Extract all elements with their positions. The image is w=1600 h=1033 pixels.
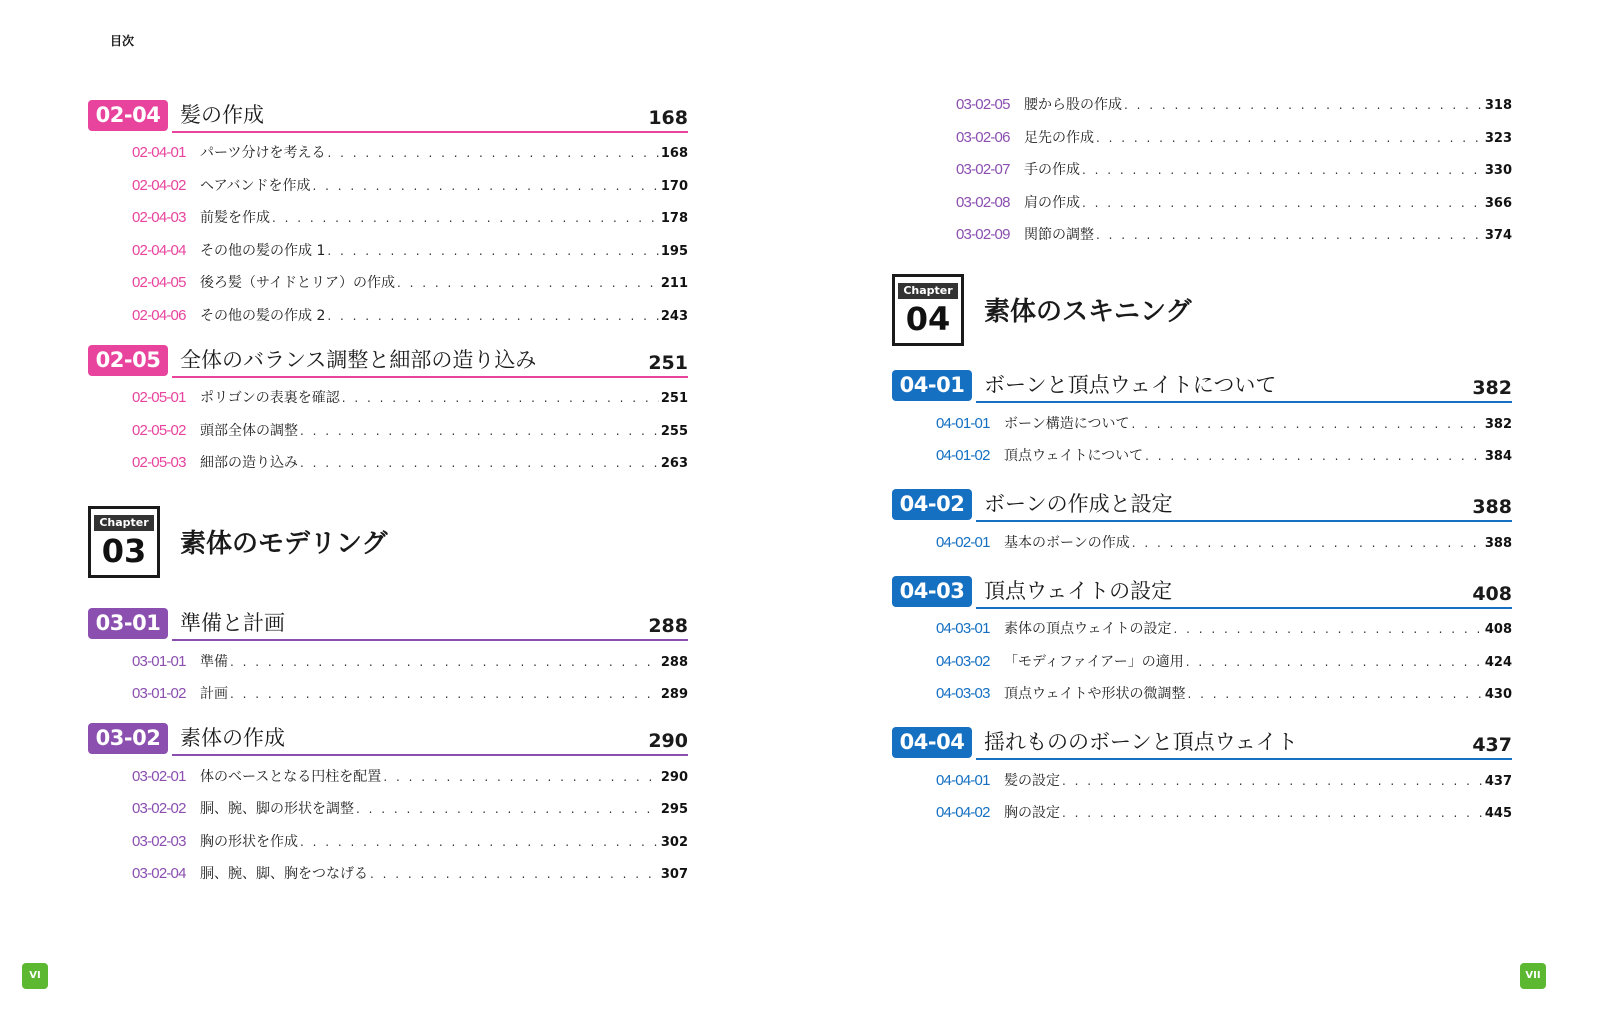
item-page-number: 424	[1484, 654, 1512, 670]
chapter-title: 素体のモデリング	[180, 529, 388, 559]
item-page-number: 178	[660, 211, 688, 226]
toc-item[interactable]	[936, 770, 1512, 803]
item-page-number: 243	[660, 308, 688, 324]
toc-item[interactable]	[132, 766, 688, 799]
item-number: 02-04-01	[132, 144, 186, 161]
item-page-number: 408	[1484, 622, 1512, 637]
chapter-number: 04	[905, 299, 951, 338]
chapter-number-box	[892, 274, 964, 346]
item-title: 胸の形状を作成	[200, 833, 298, 850]
section-number-badge: 02-05	[88, 345, 168, 376]
section-number-badge: 04-04	[892, 727, 972, 758]
section-items	[132, 387, 688, 485]
section-title-rule	[172, 606, 688, 641]
dot-leader	[1173, 622, 1482, 636]
section-title-rule	[172, 343, 688, 378]
item-title: 前髪を作成	[200, 210, 270, 226]
item-page-number: 288	[660, 654, 688, 670]
toc-item[interactable]	[956, 224, 1512, 257]
toc-item[interactable]	[956, 192, 1512, 225]
item-number: 04-03-02	[936, 652, 990, 670]
item-number: 04-04-02	[936, 804, 990, 821]
left-page-toc	[88, 98, 688, 896]
item-number: 04-01-01	[936, 414, 990, 432]
section-title-rule	[976, 368, 1512, 403]
item-title: 頂点ウェイトや形状の微調整	[1004, 686, 1186, 702]
section-items	[132, 142, 688, 337]
section-title: ボーンと頂点ウェイトについて	[984, 373, 1277, 397]
toc-item[interactable]	[132, 651, 688, 684]
item-title: 頭部全体の調整	[200, 422, 298, 439]
toc-item[interactable]	[132, 683, 688, 716]
sections-chapter-03	[88, 607, 688, 896]
toc-section	[88, 607, 688, 716]
section-title: 揺れもののボーンと頂点ウェイト	[984, 730, 1298, 754]
section-heading[interactable]	[88, 722, 688, 756]
item-page-number: 263	[660, 456, 688, 471]
toc-section	[892, 574, 1512, 716]
toc-section	[892, 726, 1512, 835]
dot-leader	[327, 244, 659, 258]
dot-leader	[397, 276, 659, 290]
toc-item[interactable]	[936, 683, 1512, 716]
item-page-number: 382	[1484, 416, 1512, 432]
item-number: 03-02-04	[132, 865, 186, 882]
right-page-toc	[899, 96, 1512, 835]
dot-leader	[327, 146, 658, 160]
item-number: 02-04-06	[132, 306, 186, 324]
dot-leader	[1082, 163, 1483, 177]
dot-leader	[300, 456, 659, 470]
toc-item[interactable]	[132, 798, 688, 831]
toc-item[interactable]	[132, 387, 688, 420]
sections-chapter-02	[88, 98, 688, 485]
item-page-number: 437	[1484, 773, 1512, 789]
item-title: 胴、腕、脚、胸をつなげる	[200, 866, 368, 882]
section-number-badge: 04-02	[892, 489, 972, 520]
section-title-rule	[976, 487, 1512, 522]
section-number-badge: 02-04	[88, 100, 168, 131]
dot-leader	[272, 211, 659, 225]
toc-item[interactable]	[132, 305, 688, 338]
item-page-number: 445	[1484, 806, 1512, 821]
item-page-number: 295	[660, 802, 688, 817]
chapter-label: Chapter	[94, 515, 153, 531]
toc-item[interactable]	[936, 532, 1512, 565]
item-page-number: 195	[660, 243, 688, 259]
toc-item[interactable]	[956, 127, 1512, 160]
item-number: 04-03-03	[936, 685, 990, 702]
item-number: 03-02-01	[132, 767, 186, 785]
item-number: 02-04-02	[132, 176, 186, 194]
item-page-number: 170	[660, 178, 688, 194]
section-number-badge: 04-03	[892, 576, 972, 607]
item-page-number: 430	[1484, 687, 1512, 702]
item-page-number: 388	[1484, 535, 1512, 551]
item-title: その他の髪の作成 1	[200, 242, 326, 259]
section-title-rule	[172, 98, 688, 133]
item-number: 02-04-03	[132, 209, 186, 226]
section-page-number: 168	[648, 106, 688, 129]
dot-leader	[230, 687, 659, 701]
item-title: 頂点ウェイトについて	[1004, 448, 1144, 464]
dot-leader	[1096, 131, 1483, 145]
section-heading[interactable]	[88, 98, 688, 132]
section-items	[936, 413, 1512, 478]
dot-leader	[1124, 98, 1483, 112]
dot-leader	[327, 309, 659, 323]
section-page-number: 408	[1472, 582, 1512, 605]
section-heading[interactable]	[88, 343, 688, 377]
toc-section	[892, 488, 1512, 565]
chapter-heading	[88, 503, 688, 581]
section-title: ボーンの作成と設定	[984, 492, 1173, 516]
section-title: 全体のバランス調整と細部の造り込み	[180, 347, 537, 372]
section-number-badge: 04-01	[892, 370, 972, 401]
item-title: 準備	[200, 653, 228, 670]
item-page-number: 307	[660, 867, 688, 882]
toc-item[interactable]	[132, 240, 688, 273]
item-page-number: 168	[660, 146, 688, 161]
item-number: 03-02-02	[132, 800, 186, 817]
toc-section	[88, 343, 688, 485]
section-page-number: 290	[648, 730, 688, 752]
toc-item[interactable]	[132, 831, 688, 864]
item-page-number: 211	[660, 276, 688, 291]
item-page-number: 330	[1484, 163, 1512, 178]
item-page-number: 366	[1484, 195, 1512, 211]
item-number: 02-05-03	[132, 454, 186, 471]
item-title: 基本のボーンの作成	[1004, 534, 1130, 551]
item-number: 02-04-05	[132, 274, 186, 291]
item-number: 02-05-02	[132, 421, 186, 439]
dot-leader	[312, 179, 658, 193]
toc-item[interactable]	[936, 445, 1512, 478]
item-title: パーツ分けを考える	[200, 145, 326, 161]
dot-leader	[1062, 806, 1483, 820]
item-number: 03-01-01	[132, 652, 186, 670]
section-heading[interactable]	[892, 488, 1512, 522]
section-title-rule	[976, 725, 1512, 760]
item-number: 02-05-01	[132, 389, 186, 406]
dot-leader	[1096, 228, 1483, 242]
item-title: 体のベースとなる円柱を配置	[200, 768, 382, 785]
item-title: ボーン構造について	[1004, 415, 1130, 432]
item-page-number: 384	[1484, 449, 1512, 464]
section-title: 素体の作成	[180, 726, 285, 750]
dot-leader	[1145, 449, 1483, 463]
section-heading[interactable]	[892, 726, 1512, 760]
item-number: 03-02-08	[956, 193, 1010, 211]
dot-leader	[1131, 417, 1482, 431]
chapter-title: 素体のスキニング	[984, 297, 1192, 327]
toc-item[interactable]	[132, 452, 688, 485]
item-title: 手の作成	[1024, 162, 1080, 178]
dot-leader	[356, 802, 659, 816]
item-number: 04-03-01	[936, 620, 990, 637]
item-number: 04-04-01	[936, 771, 990, 789]
toc-item[interactable]	[956, 159, 1512, 192]
item-title: ポリゴンの表裏を確認	[200, 390, 340, 406]
section-items	[936, 532, 1512, 565]
page-number-right: VII	[1520, 963, 1546, 989]
toc-section	[88, 98, 688, 337]
item-number: 03-02-03	[132, 832, 186, 850]
section-heading[interactable]	[88, 607, 688, 641]
item-number: 03-02-07	[956, 161, 1010, 178]
item-page-number: 323	[1484, 130, 1512, 146]
section-items	[936, 618, 1512, 716]
toc-item[interactable]	[936, 413, 1512, 446]
item-title: 腰から股の作成	[1024, 97, 1122, 113]
item-number: 03-02-09	[956, 226, 1010, 243]
toc-item[interactable]	[132, 420, 688, 453]
item-page-number: 289	[660, 687, 688, 702]
section-number-badge: 03-01	[88, 608, 168, 639]
toc-item[interactable]	[132, 272, 688, 305]
sections-chapter-04	[892, 369, 1512, 835]
item-title: 胸の設定	[1004, 805, 1060, 821]
item-title: 胴、腕、脚の形状を調整	[200, 801, 354, 817]
dot-leader	[1187, 687, 1482, 701]
section-heading[interactable]	[892, 369, 1512, 403]
continued-items	[956, 94, 1512, 257]
item-title: その他の髪の作成 2	[200, 307, 326, 324]
item-number: 04-01-02	[936, 447, 990, 464]
chapter-number-box	[88, 506, 160, 578]
toc-item[interactable]	[132, 207, 688, 240]
section-page-number: 382	[1472, 377, 1512, 399]
toc-section	[892, 369, 1512, 478]
section-page-number: 288	[648, 615, 688, 637]
section-heading[interactable]	[892, 574, 1512, 608]
item-title: 「モディファイアー」の適用	[1004, 653, 1184, 670]
item-number: 03-01-02	[132, 685, 186, 702]
section-items	[936, 770, 1512, 835]
item-page-number: 255	[660, 423, 688, 439]
toc-item[interactable]	[132, 175, 688, 208]
toc-item[interactable]	[936, 651, 1512, 684]
dot-leader	[1082, 196, 1483, 210]
dot-leader	[1186, 655, 1483, 669]
chapter-number: 03	[101, 531, 147, 570]
dot-leader	[300, 424, 659, 438]
running-head: 目次	[110, 34, 135, 48]
section-title-rule	[172, 721, 688, 756]
item-title: 後ろ髪（サイドとリア）の作成	[200, 275, 396, 291]
item-number: 03-02-05	[956, 96, 1010, 113]
item-number: 02-04-04	[132, 241, 186, 259]
section-title: 髪の作成	[180, 102, 264, 127]
section-number-badge: 03-02	[88, 723, 168, 754]
toc-section	[88, 722, 688, 896]
section-items	[132, 766, 688, 896]
section-page-number: 251	[648, 351, 688, 374]
item-page-number: 374	[1484, 228, 1512, 243]
item-title: 関節の調整	[1024, 227, 1094, 243]
page-number-left: VI	[22, 963, 48, 989]
section-title: 準備と計画	[180, 611, 285, 635]
item-title: 肩の作成	[1024, 194, 1080, 211]
item-number: 03-02-06	[956, 128, 1010, 146]
section-page-number: 388	[1472, 496, 1512, 518]
item-title: 髪の設定	[1004, 772, 1060, 789]
dot-leader	[383, 770, 659, 784]
item-title: 計画	[200, 686, 228, 702]
item-page-number: 318	[1484, 98, 1512, 113]
chapter-label: Chapter	[898, 283, 957, 299]
section-title: 頂点ウェイトの設定	[984, 578, 1173, 603]
toc-item[interactable]	[132, 142, 688, 175]
item-page-number: 302	[660, 834, 688, 850]
chapter-heading	[892, 271, 1512, 349]
dot-leader	[300, 835, 659, 849]
dot-leader	[1132, 536, 1483, 550]
toc-item[interactable]	[936, 802, 1512, 835]
section-title-rule	[976, 574, 1512, 609]
dot-leader	[342, 391, 659, 405]
item-page-number: 251	[660, 391, 688, 406]
toc-item[interactable]	[936, 618, 1512, 651]
dot-leader	[230, 655, 659, 669]
item-page-number: 290	[660, 769, 688, 785]
toc-item[interactable]	[956, 94, 1512, 127]
dot-leader	[370, 867, 659, 881]
item-title: 足先の作成	[1024, 129, 1094, 146]
item-title: 素体の頂点ウェイトの設定	[1004, 621, 1172, 637]
section-items	[132, 651, 688, 716]
dot-leader	[1062, 774, 1483, 788]
item-title: ヘアバンドを作成	[200, 177, 311, 194]
section-page-number: 437	[1472, 734, 1512, 756]
item-title: 細部の造り込み	[200, 455, 298, 471]
toc-item[interactable]	[132, 863, 688, 896]
continued-section	[912, 94, 1512, 257]
item-number: 04-02-01	[936, 533, 990, 551]
